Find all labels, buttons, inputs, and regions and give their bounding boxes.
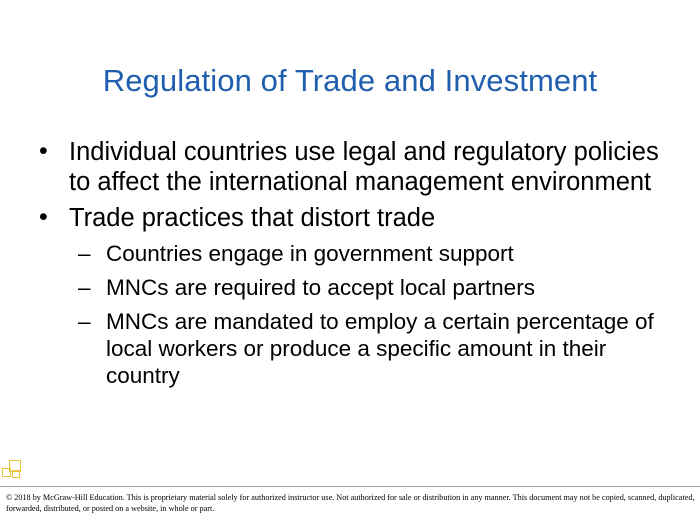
list-item <box>34 204 668 234</box>
dash-marker-icon: – <box>78 309 91 335</box>
mcgraw-hill-logo-icon <box>2 460 26 484</box>
footer-divider <box>0 486 700 487</box>
list-item-text: Individual countries use legal and regulatory policies to affect the international management environment <box>69 138 659 196</box>
dash-marker-icon: – <box>78 275 91 301</box>
slide-body <box>34 138 668 395</box>
list-item <box>34 138 668 198</box>
bullet-marker-icon: • <box>39 202 48 231</box>
bullet-group-2 <box>34 204 668 390</box>
bullet-group-1 <box>34 138 668 198</box>
list-item <box>34 240 668 267</box>
list-item-text: MNCs are required to accept local partners <box>106 275 535 301</box>
list-item <box>34 308 668 389</box>
bullet-marker-icon: • <box>39 137 48 165</box>
copyright-notice: © 2018 by McGraw-Hill Education. This is proprietary material solely for authorized instructor use. Not authorized for sale or distribution in any manner. This document may not be copied, scanned, duplicated, forwarded, distributed, or posted on a website, in whole or part. <box>6 493 695 514</box>
dash-marker-icon: – <box>78 241 91 267</box>
list-item <box>34 274 668 301</box>
list-item-text: MNCs are mandated to employ a certain percentage of local workers or produce a specific amount in their country <box>106 309 654 389</box>
list-item-text: Countries engage in government support <box>106 241 514 267</box>
page-title: Regulation of Trade and Investment <box>102 62 598 98</box>
logo-square-3 <box>12 470 20 478</box>
list-item-text: Trade practices that distort trade <box>69 203 436 232</box>
